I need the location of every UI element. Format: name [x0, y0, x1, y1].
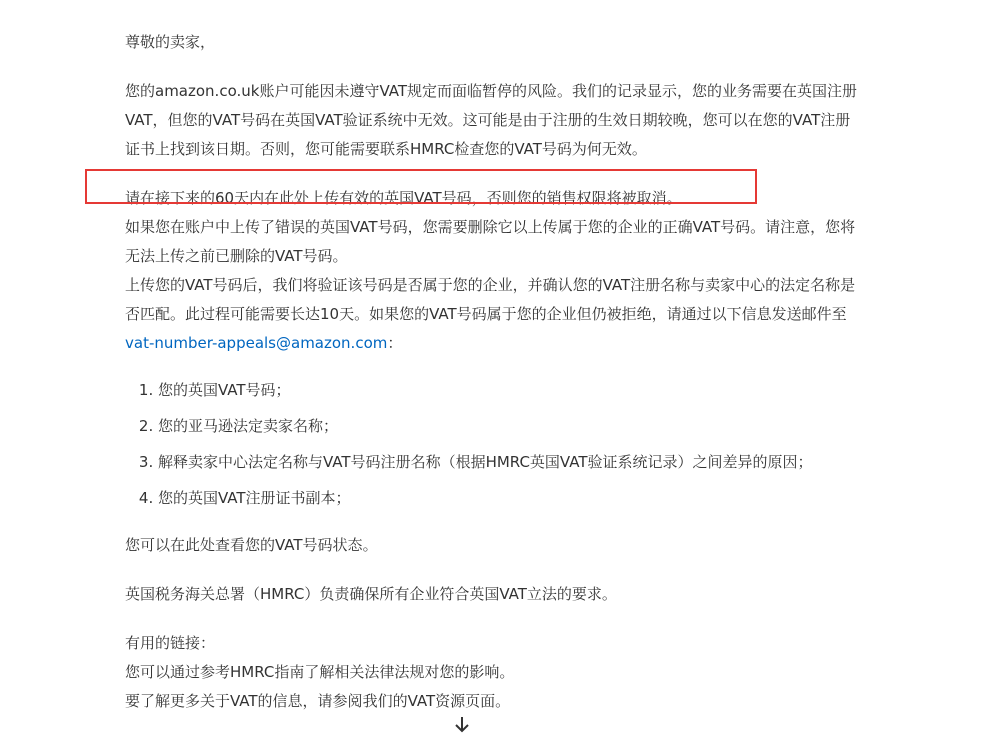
salutation: 尊敬的卖家，	[125, 33, 216, 51]
vat-resources-link-line: 要了解更多关于VAT的信息，请参阅我们的VAT资源页面。	[125, 692, 511, 710]
verification-colon: ：	[387, 334, 403, 352]
verification-paragraph	[125, 271, 865, 358]
list-item: 1. 您的英国VAT号码；	[158, 376, 865, 405]
warning-text: 请在接下来的60天内在此处上传有效的英国VAT号码，否则您的销售权限将被取消。	[125, 189, 682, 207]
hmrc-guide-link-line: 您可以通过参考HMRC指南了解相关法律法规对您的影响。	[125, 663, 515, 681]
intro-paragraph: 您的amazon.co.uk账户可能因未遵守VAT规定而面临暂停的风险。我们的记录显示，您的业务需要在英国注册VAT，但您的VAT号码在英国VAT验证系统中无效。这可能是由于注册的生效日期较晚，您可以在您的VAT注册证书上找到该日期。否则，您可能需要联系HMRC检查您的VAT号码为何无效。	[125, 82, 858, 158]
useful-links-heading: 有用的链接：	[125, 634, 216, 652]
list-item: 4. 您的英国VAT注册证书副本；	[158, 484, 865, 513]
notice-body	[125, 0, 865, 716]
list-item: 2. 您的亚马逊法定卖家名称；	[158, 412, 865, 441]
down-arrow-icon[interactable]	[451, 714, 473, 736]
verification-text: 上传您的VAT号码后，我们将验证该号码是否属于您的企业，并确认您的VAT注册名称与卖家中心的法定名称是否匹配。此过程可能需要长达10天。如果您的VAT号码属于您的企业但仍被拒绝，请通过以下信息发送邮件至	[125, 276, 856, 323]
wrong-vat-paragraph: 如果您在账户中上传了错误的英国VAT号码，您需要删除它以上传属于您的企业的正确VAT号码。请注意，您将无法上传之前已删除的VAT号码。	[125, 218, 856, 265]
hmrc-line: 英国税务海关总署（HMRC）负责确保所有企业符合英国VAT立法的要求。	[125, 585, 617, 603]
appeal-email-link[interactable]: vat-number-appeals@amazon.com	[125, 334, 388, 352]
list-item: 3. 解释卖家中心法定名称与VAT号码注册名称（根据HMRC英国VAT验证系统记录）之间差异的原因；	[158, 448, 865, 477]
status-line: 您可以在此处查看您的VAT号码状态。	[125, 536, 378, 554]
requirements-list	[125, 376, 865, 513]
